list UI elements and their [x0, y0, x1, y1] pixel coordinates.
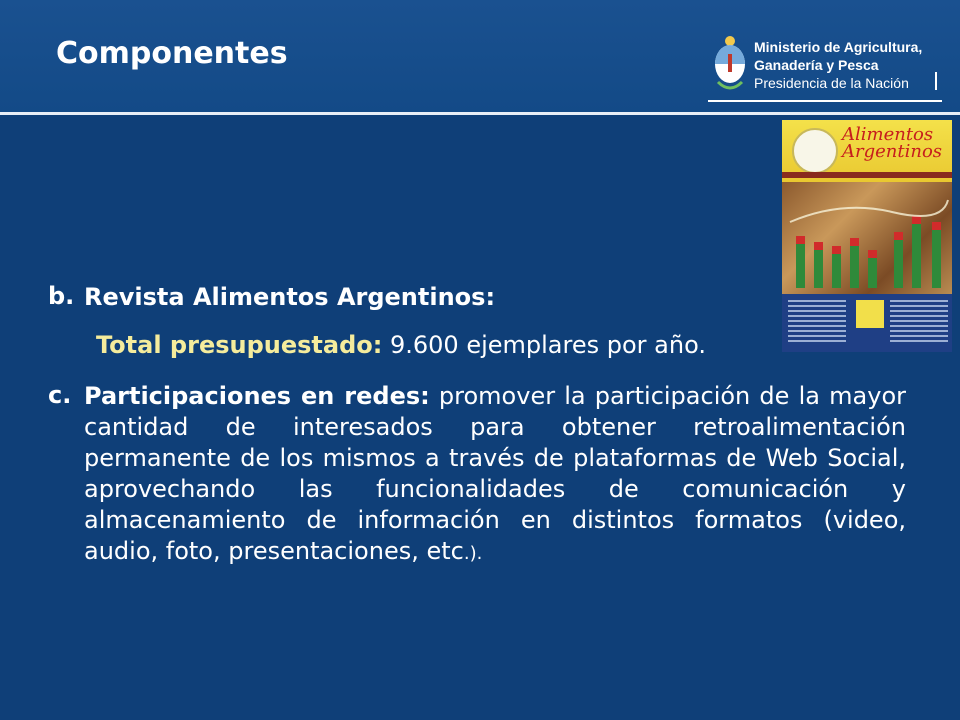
cover-title-line-1: Alimentos [842, 124, 934, 145]
ministry-logo [706, 34, 946, 106]
cover-title [842, 126, 942, 160]
item-b-heading: Revista Alimentos Argentinos: [84, 283, 496, 311]
item-c-text: promover la participación de la mayor cantidad de interesados para obtener retroalimentación permanente de los mismos a través de plataformas de Web Social, aprovechando las funcionalidades de comunicación y almacenamiento de información en distintos formatos (video, audio, foto, presentaciones, etc [84, 382, 907, 565]
total-budget-label: Total presupuestado: [96, 331, 383, 359]
slide-content [48, 282, 906, 569]
cover-seal-icon [792, 128, 838, 174]
item-c-heading: Participaciones en redes: [84, 382, 430, 410]
item-c-end: .). [463, 543, 483, 564]
header-divider [0, 112, 960, 115]
item-c-letter: c. [48, 381, 72, 409]
total-budget-line [96, 331, 906, 359]
cover-bar-graphic [782, 182, 952, 294]
total-budget-value: 9.600 ejemplares por año. [382, 331, 706, 359]
logo-line-3: Presidencia de la Nación [754, 75, 909, 91]
logo-vertical-rule [935, 72, 937, 90]
cover-strip [782, 172, 952, 178]
logo-underline [708, 100, 942, 102]
logo-line-1: Ministerio de Agricultura, [754, 39, 923, 55]
item-c [48, 381, 906, 569]
logo-line-2: Ganadería y Pesca [754, 57, 879, 73]
item-b [48, 282, 906, 313]
page-title: Componentes [56, 36, 288, 71]
cover-title-line-2: Argentinos [842, 141, 943, 162]
item-b-letter: b. [48, 282, 75, 310]
argentina-coat-of-arms-icon [712, 34, 748, 98]
